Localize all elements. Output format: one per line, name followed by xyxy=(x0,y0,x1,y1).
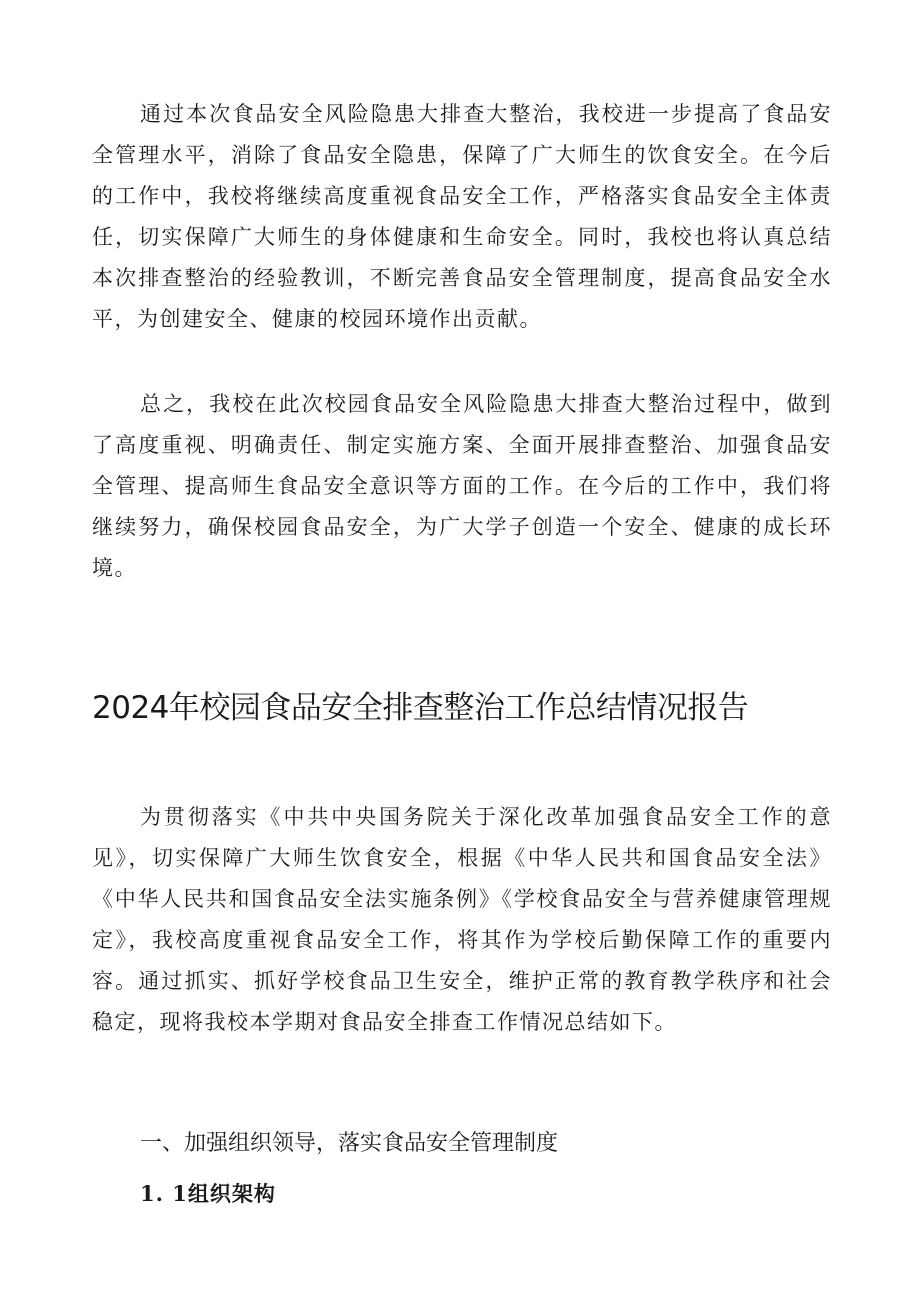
section-heading: 一、加强组织领导，落实食品安全管理制度 xyxy=(140,1131,559,1156)
paragraph-introduction: 为贯彻落实《中共中央国务院关于深化改革加强食品安全工作的意见》，切实保障广大师生饮食安全，根据《中华人民共和国食品安全法》《中华人民共和国食品安全法实施条例》《学校食品安全与营养健康管理规定》，我校高度重视食品安全工作，将其作为学校后勤保障工作的重要内容。通过抓实、抓好学校食品卫生安全，维护正常的教育教学秩序和社会稳定，现将我校本学期对食品安全排查工作情况总结如下。 xyxy=(92,805,832,1034)
paragraph-conclusion: 总之，我校在此次校园食品安全风险隐患大排查大整治过程中，做到了高度重视、明确责任、制定实施方案、全面开展排查整治、加强食品安全管理、提高师生食品安全意识等方面的工作。在今后的工作中，我们将继续努力，确保校园食品安全，为广大学子创造一个安全、健康的成长环境。 xyxy=(92,392,832,580)
paragraph-summary: 通过本次食品安全风险隐患大排查大整治，我校进一步提高了食品安全管理水平，消除了食品安全隐患，保障了广大师生的饮食安全。在今后的工作中，我校将继续高度重视食品安全工作，严格落实食品安全主体责任，切实保障广大师生的身体健康和生命安全。同时，我校也将认真总结本次排查整治的经验教训，不断完善食品安全管理制度，提高食品安全水平，为创建安全、健康的校园环境作出贡献。 xyxy=(92,102,832,331)
subsection-heading: 1. 1组织架构 xyxy=(140,1181,276,1206)
report-title: 2024年校园食品安全排查整治工作总结情况报告 xyxy=(92,690,749,726)
